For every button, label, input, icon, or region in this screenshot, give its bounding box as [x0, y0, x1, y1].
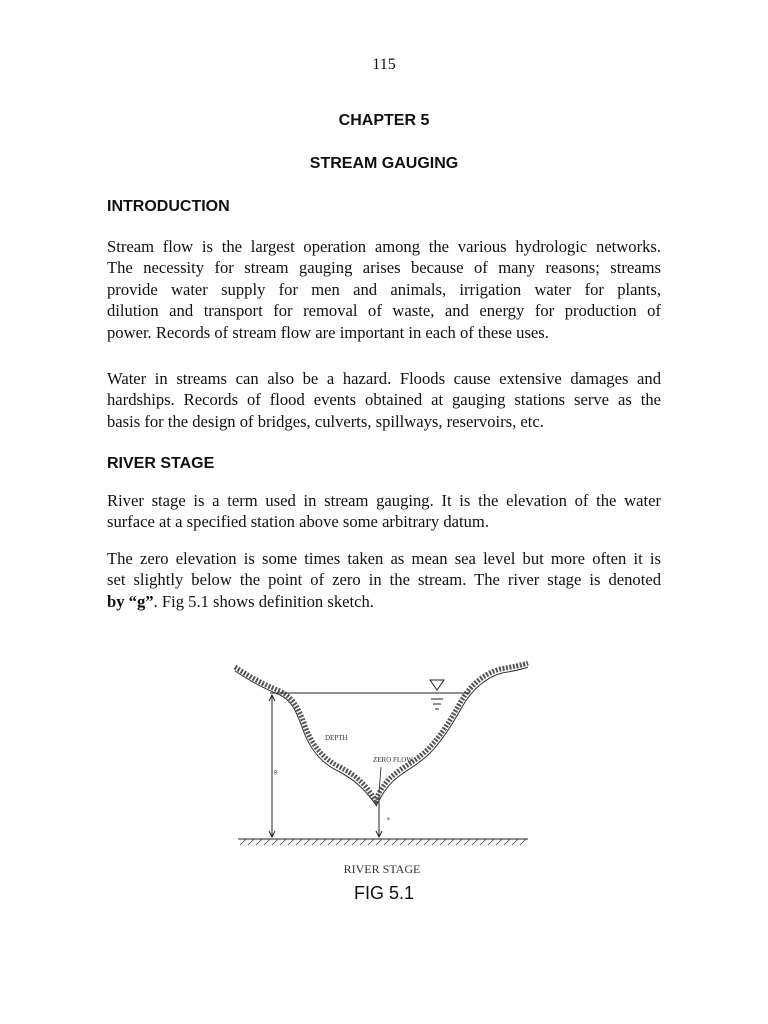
introduction-heading: INTRODUCTION — [107, 198, 230, 215]
datum-hatching — [240, 839, 526, 845]
text-line: hardships. Records of flood events obtained at gauging stations serve as the — [107, 390, 661, 410]
text-line: The necessity for stream gauging arises because of many reasons; streams — [107, 258, 661, 278]
chapter-title: CHAPTER 5 — [338, 112, 430, 129]
text-line: River stage is a term used in stream gauging. It is the elevation of the water — [107, 491, 661, 510]
zero-flow-label: ZERO FLOW — [373, 756, 413, 764]
text-line: dilution and transport for removal of waste, and energy for production of — [107, 301, 661, 321]
river-stage-paragraph-2 — [107, 548, 661, 612]
figure-caption: FIG 5.1 — [353, 883, 415, 903]
text-line: Stream flow is the largest operation among the various hydrologic networks. — [107, 237, 661, 256]
riverbed-outline — [235, 663, 528, 801]
text-line: Water in streams can also be a hazard. Floods cause extensive damages and — [107, 369, 661, 388]
depth-label: DEPTH — [325, 734, 348, 742]
introduction-paragraph-2 — [107, 368, 661, 432]
text-line: set slightly below the point of zero in the stream. The river stage is denoted — [107, 570, 661, 590]
river-stage-sketch — [230, 655, 535, 885]
text-line: surface at a specified station above some arbitrary datum. — [107, 512, 489, 532]
river-stage-figure — [230, 655, 535, 885]
text-line — [107, 591, 661, 612]
text-fragment: . Fig 5.1 shows definition sketch. — [153, 591, 374, 611]
text-line: basis for the design of bridges, culverts, spillways, reservoirs, etc. — [107, 411, 544, 431]
sketch-title: RIVER STAGE — [343, 862, 421, 876]
section-title: STREAM GAUGING — [309, 155, 459, 172]
text-line: The zero elevation is some times taken as mean sea level but more often it is — [107, 549, 661, 568]
stage-symbol-text: by “g” — [107, 591, 154, 611]
riverbed-inner-line — [235, 667, 528, 805]
river-stage-heading: RIVER STAGE — [107, 455, 215, 472]
stage-g-label: g — [274, 769, 277, 775]
text-line: provide water supply for men and animals, irrigation water for plants, — [107, 279, 661, 299]
introduction-paragraph-1 — [107, 236, 661, 343]
river-stage-paragraph-1 — [107, 490, 661, 533]
text-line: power. Records of stream flow are important in each of these uses. — [107, 322, 549, 342]
water-level-icon — [430, 680, 444, 690]
page-number: 115 — [372, 56, 396, 73]
zero-flow-a-label: a — [387, 816, 390, 822]
